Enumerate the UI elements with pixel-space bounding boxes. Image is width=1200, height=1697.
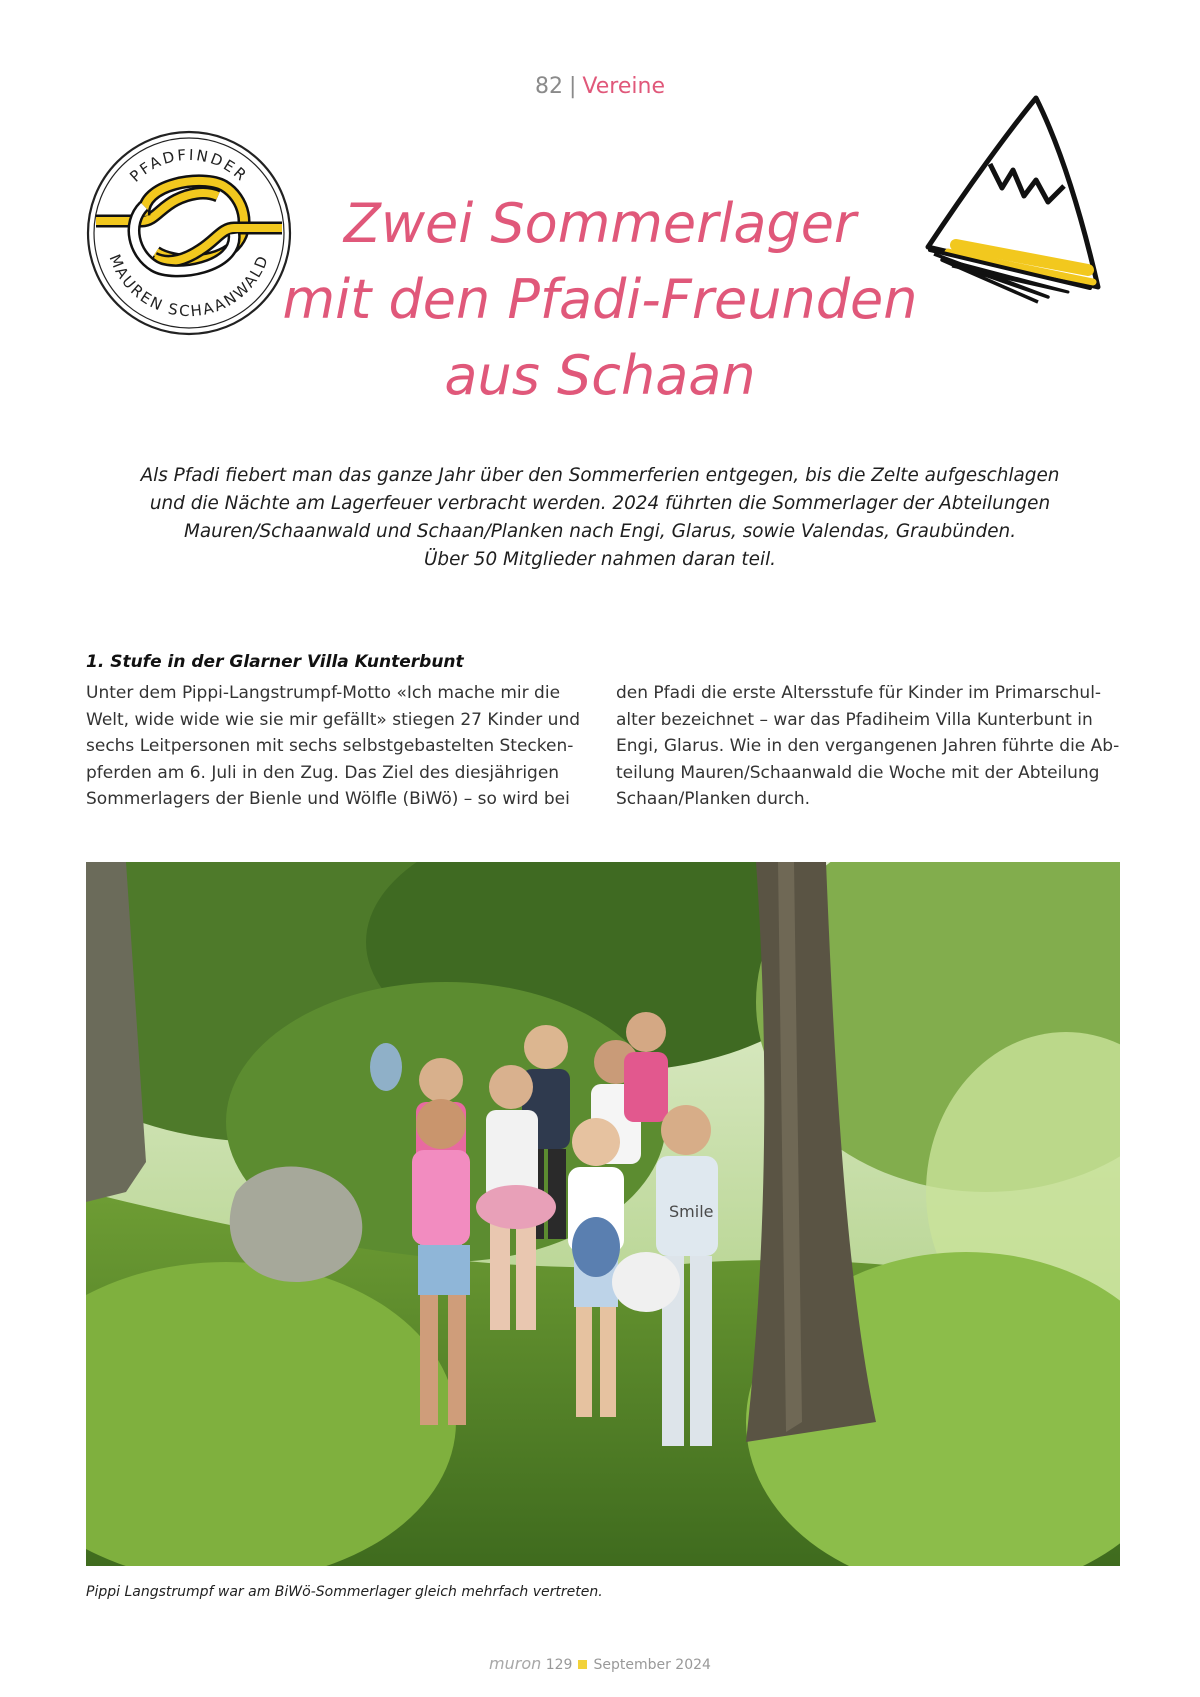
article-column-1 [86, 680, 592, 813]
lead-line: und die Nächte am Lagerfeuer verbracht werden. 2024 führten die Sommerlager der Abteilungen [149, 493, 1051, 514]
body-line: Sommerlagers der Bienle und Wölfle (BiWö) – so wird bei [86, 789, 570, 810]
body-line: pferden am 6. Juli in den Zug. Das Ziel des diesjährigen [86, 762, 560, 783]
body-line: teilung Mauren/Schaanwald die Woche mit der Abteilung [616, 762, 1100, 783]
body-line: Engi, Glarus. Wie in den vergangenen Jahren führte die Ab- [616, 736, 1120, 757]
article-photo [86, 862, 1120, 1566]
photo-caption: Pippi Langstrumpf war am BiWö-Sommerlager gleich mehrfach vertreten. [86, 1584, 603, 1600]
body-line: den Pfadi die erste Altersstufe für Kinder im Primarschul- [616, 683, 1102, 703]
title-line: aus Schaan [444, 344, 756, 407]
header-separator: | [569, 74, 577, 99]
issue-date: September 2024 [593, 1657, 711, 1673]
title-line: mit den Pfadi-Freunden [282, 268, 918, 331]
body-line: Unter dem Pippi-Langstrumpf-Motto «Ich mache mir die [86, 683, 561, 703]
title-line: Zwei Sommerlager [343, 192, 857, 255]
body-line: Schaan/Planken durch. [616, 789, 810, 810]
body-line: sechs Leitpersonen mit sechs selbstgebastelten Stecken- [86, 736, 574, 757]
footer-square-icon [578, 1660, 587, 1669]
page-footer [0, 1654, 1200, 1673]
article-lead [110, 462, 1090, 574]
magazine-brand: muron [489, 1654, 542, 1673]
mountain-icon [918, 92, 1108, 324]
page-number: 82 [535, 74, 563, 99]
body-line: Welt, wide wide wie sie mir gefällt» stiegen 27 Kinder und [86, 709, 581, 730]
section-label: Vereine [582, 74, 665, 99]
lead-line: Über 50 Mitglieder nahmen daran teil. [423, 549, 777, 570]
article-column-2 [616, 680, 1122, 813]
lead-line: Als Pfadi fiebert man das ganze Jahr über den Sommerferien entgegen, bis die Zelte aufgeschlagen [140, 465, 1060, 486]
logo-top-text: PFADFINDER [126, 145, 252, 186]
logo-bottom-text: MAUREN SCHAANWALD [105, 251, 273, 321]
body-line: alter bezeichnet – war das Pfadiheim Villa Kunterbunt in [616, 709, 1093, 730]
section-subheading: 1. Stufe in der Glarner Villa Kunterbunt [86, 652, 464, 672]
issue-number: 129 [545, 1657, 573, 1673]
lead-line: Mauren/Schaanwald und Schaan/Planken nach Engi, Glarus, sowie Valendas, Graubünden. [183, 521, 1017, 542]
forest-photo-illustration [86, 862, 1120, 1566]
article-title [260, 186, 940, 414]
shirt-print-text: Smile [669, 1202, 714, 1221]
